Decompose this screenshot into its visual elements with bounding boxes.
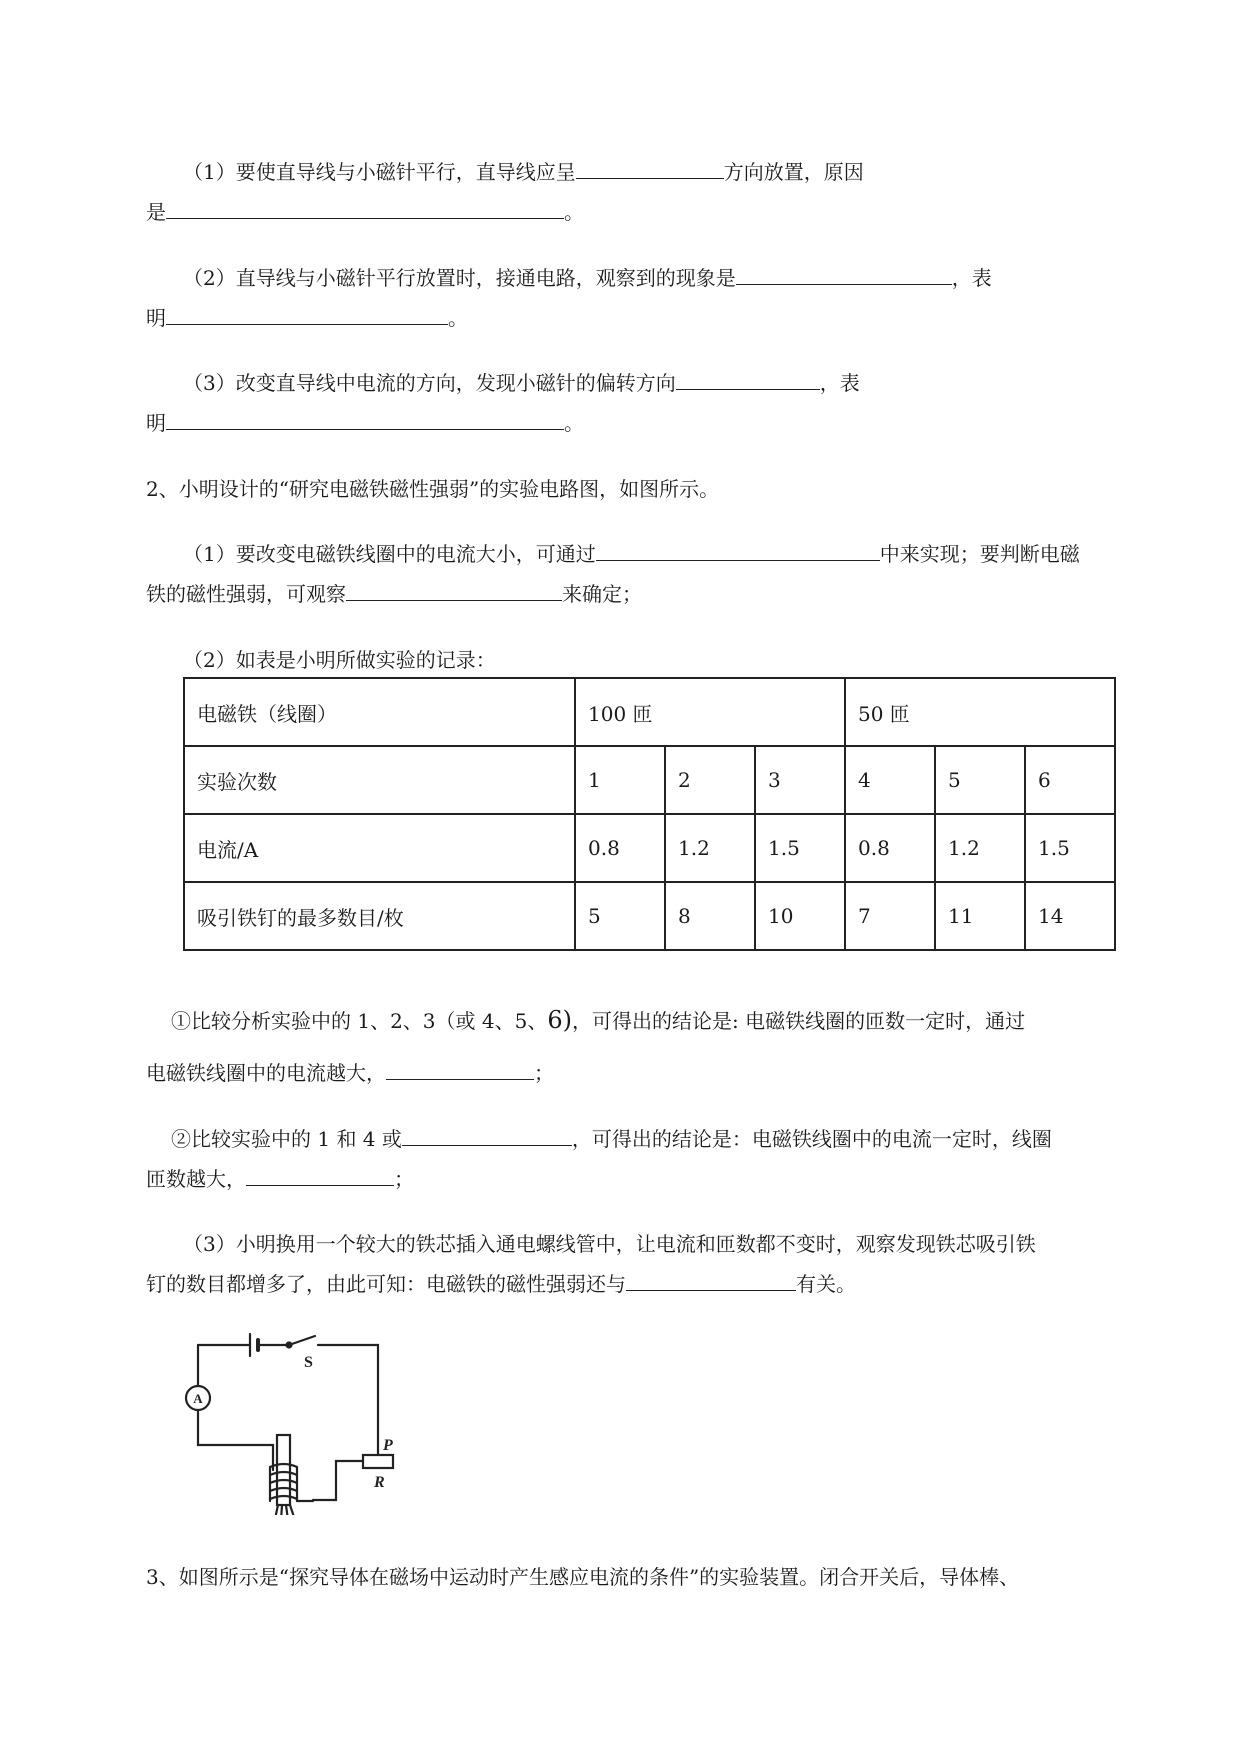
- q2-part2-intro: （2）如表是小明所做实验的记录：: [183, 648, 496, 672]
- table-cell: 3: [755, 746, 845, 814]
- table-cell: 5: [935, 746, 1025, 814]
- answer-blank[interactable]: [596, 540, 880, 561]
- electromagnet-circuit-diagram: [178, 1325, 418, 1515]
- q2-conclusion1-line1: ①比较分析实验中的 1、2、3（或 4、5、6)，可得出的结论是: 电磁铁线圈的匝数一定时，通过: [171, 1006, 1026, 1034]
- table-cell: 6: [1025, 746, 1115, 814]
- table-cell: 1: [575, 746, 665, 814]
- q2-conclusion1-line2: 电磁铁线圈中的电流越大， ；: [146, 1061, 554, 1085]
- wire: [318, 1345, 378, 1455]
- table-cell: 0.8: [845, 814, 935, 882]
- answer-blank[interactable]: [402, 1125, 572, 1146]
- q2-conclusion2-line2: 匝数越大， ；: [146, 1167, 414, 1191]
- table-cell: 1.2: [665, 814, 755, 882]
- slider-label: P: [383, 1437, 393, 1454]
- q2-part1-line2: 铁的磁性强弱，可观察 来确定；: [146, 582, 642, 606]
- table-cell: 电磁铁（线圈）: [184, 678, 575, 746]
- table-cell: 100 匝: [575, 678, 845, 746]
- answer-blank[interactable]: [166, 409, 564, 430]
- experiment-record-table: [183, 677, 1116, 951]
- answer-blank[interactable]: [346, 580, 562, 601]
- table-cell: 1.2: [935, 814, 1025, 882]
- table-cell: 4: [845, 746, 935, 814]
- answer-blank[interactable]: [676, 369, 820, 390]
- wire: [313, 1461, 363, 1500]
- table-cell: 10: [755, 882, 845, 950]
- table-row: [184, 814, 1115, 882]
- table-row: [184, 678, 1115, 746]
- table-row: [184, 746, 1115, 814]
- q1-part2-line1: （2）直导线与小磁针平行放置时，接通电路，观察到的现象是 ，表: [183, 266, 992, 290]
- iron-core: [277, 1435, 290, 1505]
- q2-part1-line1: （1）要改变电磁铁线圈中的电流大小，可通过 中来实现；要判断电磁: [183, 542, 1080, 566]
- table-cell: 50 匝: [845, 678, 1115, 746]
- switch-lever: [289, 1336, 315, 1345]
- q1-part2-line2: 明 。: [146, 306, 468, 330]
- table-cell: 8: [665, 882, 755, 950]
- q2-part3-line1: （3）小明换用一个较大的铁芯插入通电螺线管中，让电流和匝数都不变时，观察发现铁芯吸引铁: [183, 1232, 1036, 1256]
- q2-part3-line2: 钉的数目都增多了，由此可知：电磁铁的磁性强弱还与 有关。: [146, 1272, 856, 1296]
- ammeter-label: A: [193, 1391, 203, 1406]
- table-cell: 1.5: [755, 814, 845, 882]
- q2-title: 2、小明设计的“研究电磁铁磁性强弱”的实验电路图，如图所示。: [146, 477, 720, 501]
- answer-blank[interactable]: [736, 264, 952, 285]
- q2-conclusion2-line1: ②比较实验中的 1 和 4 或 ，可得出的结论是：电磁铁线圈中的电流一定时，线圈: [171, 1127, 1052, 1151]
- answer-blank[interactable]: [386, 1059, 534, 1080]
- table-cell: 电流/A: [184, 814, 575, 882]
- q1-part1-line2: 是 。: [146, 200, 584, 224]
- switch-label: S: [304, 1354, 313, 1371]
- table-cell: 7: [845, 882, 935, 950]
- answer-blank[interactable]: [626, 1270, 796, 1291]
- answer-blank[interactable]: [246, 1165, 394, 1186]
- table-row: [184, 882, 1115, 950]
- table-cell: 实验次数: [184, 746, 575, 814]
- table-cell: 0.8: [575, 814, 665, 882]
- table-cell: 11: [935, 882, 1025, 950]
- rheostat: [363, 1455, 393, 1468]
- rheostat-label: R: [374, 1474, 385, 1491]
- q1-part3-line2: 明 。: [146, 411, 584, 435]
- q1-part1-line1: （1）要使直导线与小磁针平行，直导线应呈 方向放置，原因: [183, 160, 864, 184]
- table-cell: 2: [665, 746, 755, 814]
- table-cell: 5: [575, 882, 665, 950]
- answer-blank[interactable]: [166, 304, 448, 325]
- answer-blank[interactable]: [576, 158, 724, 179]
- table-cell: 1.5: [1025, 814, 1115, 882]
- iron-nails: [275, 1505, 294, 1515]
- q3-title: 3、如图所示是“探究导体在磁场中运动时产生感应电流的条件”的实验装置。闭合开关后，导体棒、: [146, 1565, 1020, 1589]
- table-cell: 14: [1025, 882, 1115, 950]
- q1-part3-line1: （3）改变直导线中电流的方向，发现小磁针的偏转方向 ，表: [183, 371, 860, 395]
- table-cell: 吸引铁钉的最多数目/枚: [184, 882, 575, 950]
- answer-blank[interactable]: [166, 198, 564, 219]
- wire: [198, 1410, 273, 1470]
